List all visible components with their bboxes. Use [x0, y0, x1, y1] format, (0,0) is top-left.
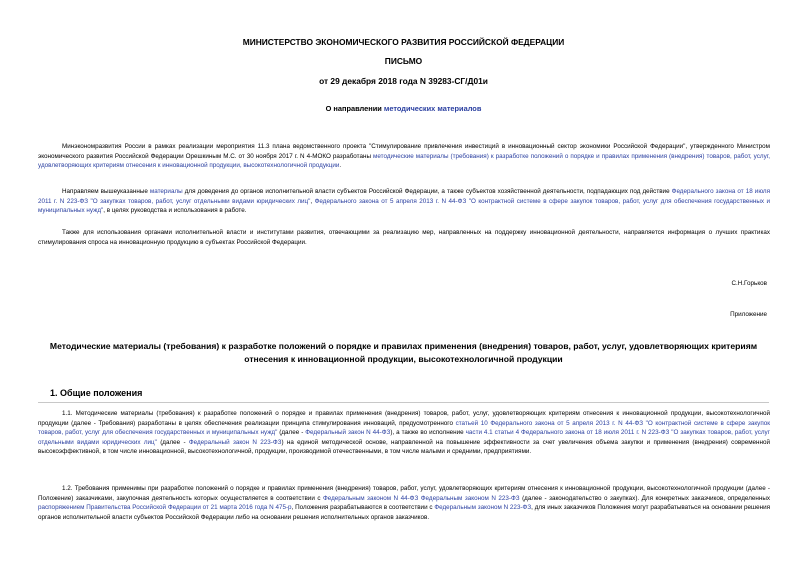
subject-link[interactable]: методических материалов [383, 104, 482, 113]
appendix-title: Методические материалы (требования) к разработке положений о порядке и правилах применения (внедрения) товаров, работ, услуг, удовлетворяющих критериям отнесения к инновационной продукции, высокотехнологичной продукции [49, 341, 758, 364]
p12-text-a: 1.2. Требования применимы при разработке положений о порядке и правилах применения (внедрения) товаров, работ, услуг, удовлетворяющих критериям отнесения к инновационной продукции, высокотехнологичной продукции (далее - Положение) заказчиками, закупочная деятельность которых осуществляется в соответствии с [38, 485, 770, 502]
p12-link-law-223[interactable]: Федеральным законом N 223-ФЗ [420, 494, 520, 502]
p12-link-order-475[interactable]: распоряжением Правительства Российской Федерации от 21 марта 2016 года N 475-р [38, 504, 292, 512]
appendix-label: Приложение [730, 311, 767, 318]
p2-text-c: , [310, 197, 315, 205]
document-subject [0, 104, 807, 114]
p12-text-e: , для иных заказчиков Положения могут разрабатываться на основании решения органов исполнительной власти субъектов Российской Федерации либо на основании решения исполнительных органов заказчиков. [38, 504, 771, 521]
document-date-number: от 29 декабря 2018 года N 39283-СГ/Д01и [319, 76, 488, 86]
letter-paragraph-1 [38, 142, 770, 171]
p1-link-methodical-materials[interactable]: методические материалы (требования) к разработке положений о порядке и правилах применения (внедрения) товаров, работ, услуг, удовлетворяющих критериям отнесения к инновационной продукции, высокотехнологичной продукции [38, 152, 770, 170]
subject-prefix: О направлении [325, 104, 384, 113]
p2-link-materials[interactable]: материалы [149, 188, 183, 195]
signature: С.Н.Горьков [731, 280, 767, 287]
p11-text-a: 1.1. Методические материалы (требования) к разработке положений о порядке и правилах применения (внедрения) товаров, работ, услуг, удовлетворяющих критериям отнесения к инновационной продукции, высокотехнологичной продукции (далее - Требования) разработаны в целях обеспечения реализации принципа стимулирования инноваций, предусмотренного [38, 410, 770, 427]
p1-text-a: Минэкономразвития России в рамках реализации мероприятия 11.3 плана ведомственного проекта "Стимулирование привлечения инвестиций в инновационный сектор экономики Российской Федерации", утвержденного Министром экономического развития Российской Федерации Орешкиным М.С. от 30 ноября 2017 г. N 4-МОКО разработаны [38, 143, 770, 160]
p2-link-law-44[interactable]: Федерального закона от 5 апреля 2013 г. N 44-ФЗ "О контрактной системе в сфере закупок товаров, работ, услуг для обеспечения государственных и муниципальных нужд" [38, 197, 771, 215]
p2-text-b: для доведения до органов исполнительной власти субъектов Российской Федерации, а также субъектов хозяйственной деятельности, подпадающих под действие [182, 188, 672, 195]
section-heading: 1. Общие положения [50, 388, 143, 398]
p2-link-law-223[interactable]: Федерального закона от 18 июля 2011 г. N 223-ФЗ "О закупках товаров, работ, услуг отдельными видами юридических лиц" [38, 188, 770, 205]
p11-text-d: (далее - [156, 438, 189, 446]
appendix-paragraph-1-1 [38, 409, 770, 457]
p11-link-law-223[interactable]: Федеральный закон N 223-ФЗ [188, 438, 282, 446]
p12-link-law-44[interactable]: Федеральным законом N 44-ФЗ [322, 494, 419, 502]
p11-link-article-10[interactable]: статьей 10 Федерального закона от 5 апреля 2013 г. N 44-ФЗ "О контрактной системе в сфере закупок товаров, работ, услуг для обеспечения государственных и муниципальных нужд" [38, 419, 770, 437]
p2-text-a: Направляем вышеуказанные [62, 188, 150, 195]
letter-paragraph-3: Также для использования органами исполнительной власти и институтами развития, отвечающими за реализацию мер, направленных на поддержку инновационной деятельности, направляется информация о лучших практиках стимулирования спроса на инновационную продукцию в субъектах Российской Федерации. [38, 229, 770, 246]
p2-text-d: , в целях руководства и использования в работе. [103, 207, 247, 215]
ministry-heading: МИНИСТЕРСТВО ЭКОНОМИЧЕСКОГО РАЗВИТИЯ РОССИЙСКОЙ ФЕДЕРАЦИИ [242, 37, 565, 47]
p11-text-b: (далее - [277, 429, 306, 437]
letter-paragraph-2 [38, 187, 770, 216]
p11-link-part-4-1[interactable]: части 4.1 статьи 4 Федерального закона от 18 июля 2011 г. N 223-ФЗ "О закупках товаров, работ, услуг отдельными видами юридических лиц" [38, 429, 770, 446]
document-type: ПИСЬМО [384, 56, 423, 66]
appendix-paragraph-1-2 [38, 484, 770, 522]
p11-text-e: ) на единой методической основе, направленной на повышение эффективности за счет увеличения объема закупки и применения (внедрения) современной высокоэффективной, в том числе инновационной, высокотехнологичной, продукции, производимой отечественными, в том числе малыми и средними, предприятиями. [38, 438, 771, 456]
p12-link-law-223-b[interactable]: Федеральным законом N 223-ФЗ [434, 504, 532, 512]
p1-text-b: . [339, 162, 342, 170]
p11-link-law-44[interactable]: Федеральный закон N 44-ФЗ [305, 429, 391, 437]
p11-text-c: ), а также во исполнение [390, 429, 466, 437]
p12-text-d: , Положения разрабатываются в соответствии с [291, 504, 435, 512]
p12-text-c: (далее - законодательство о закупках). Для конкретных заказчиков, определенных [519, 494, 770, 502]
section-divider [38, 402, 769, 403]
